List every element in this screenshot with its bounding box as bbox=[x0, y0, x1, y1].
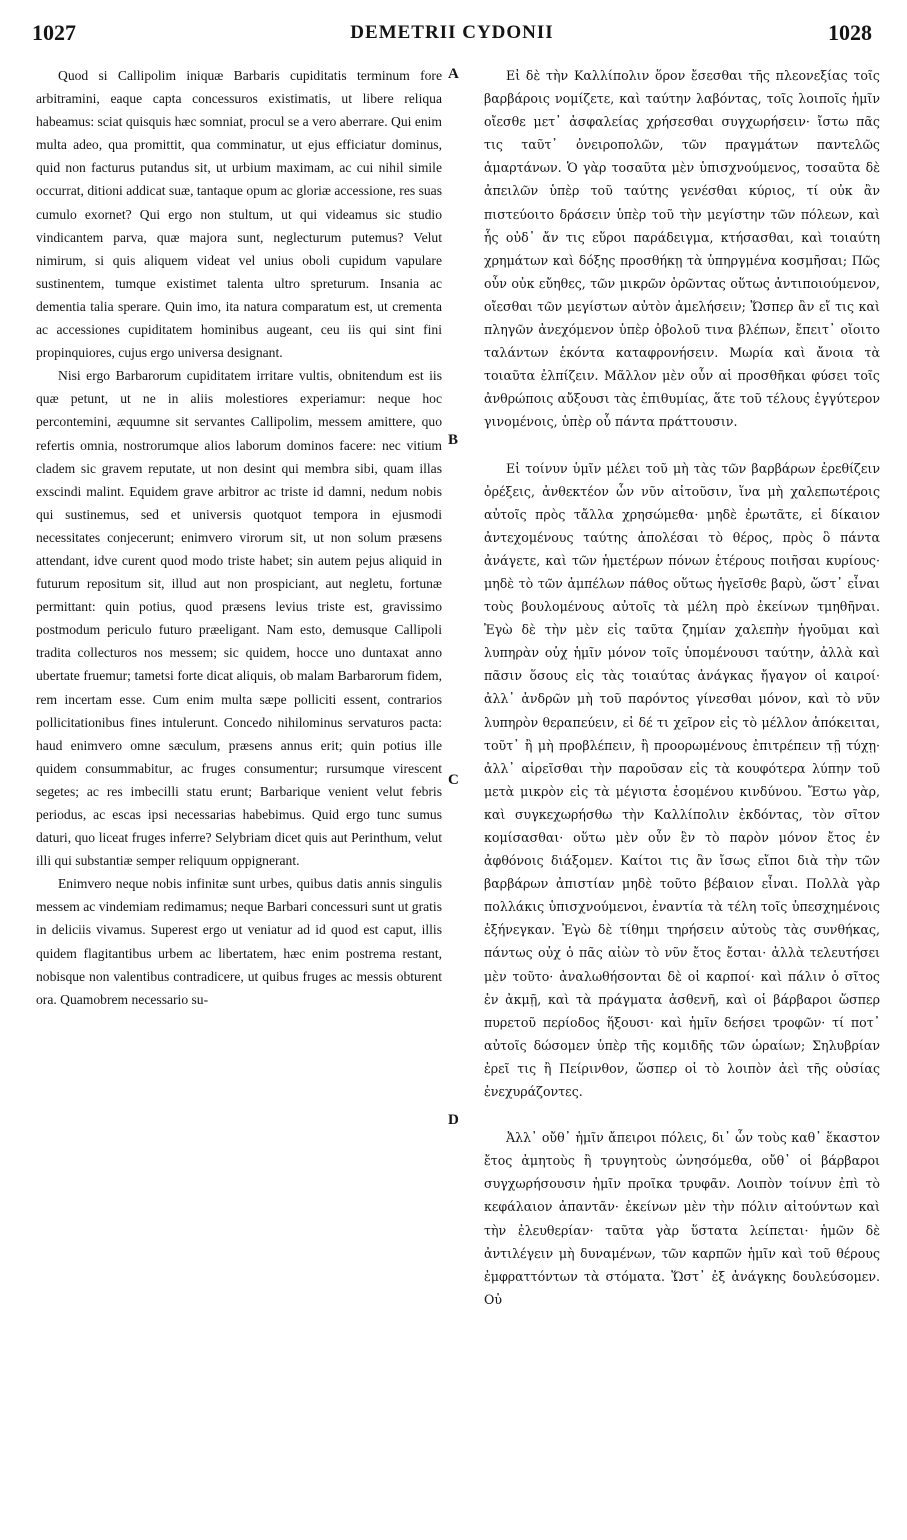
section-marker-b: B bbox=[448, 432, 459, 448]
running-header bbox=[32, 20, 872, 60]
page-number-right: 1028 bbox=[828, 20, 872, 45]
greek-paragraph-3: Ἀλλ᾽ οὔθ᾽ ἡμῖν ἄπειροι πόλεις, δι᾽ ὧν τοὺς καθ᾽ ἕκαστον ἔτος ἀμητοὺς ἢ τρυγητοὺς ὠνησόμεθα, οὔθ᾽ οἱ βάρβαροι συγχωρήσουσιν ἡμῖν προῖκα τρυφᾶν. Λοιπὸν τοίνυν ἐπὶ τὸ κεφάλαιον ἀπαντᾶν· ἐκείνων μὲν τὴν πόλιν αἰτούντων καὶ τὴν ἐλευθερίαν· ταῦτα γὰρ ὕστατα λείπεται· ἡμῶν δὲ ἀντιλέγειν μὴ δυναμένων, τῶν καρπῶν ἡμῖν καὶ τοῦ θέρους ἐμφραττόντων τὰ στόματα. Ὥστ᾽ ἐξ ἀνάγκης δουλεύσομεν. Οὐ bbox=[484, 1130, 880, 1307]
latin-paragraph-1: Quod si Callipolim iniquæ Barbaris cupiditatis terminum fore arbitramini, eaque capta concessuros existimatis, ut libere reliqua habeamus: sciat quisquis hæc somniat, procul se a vero aberrare. Qui enim multa adeo, qua promittit, qua comminatur, ut ejus efficiatur dominus, quid non facturus putandus sit, ut urbium maximam, ac cui nihil simile occurrat, ditioni addicat suæ, tantaque opum ac gloriæ accessione, res suas cumulo exornet? Qui ergo non stultum, ut qui videamus sic studio vindicantem parva, quæ majora sunt, neglecturum putemus? Velut nimirum, si quis aliquem videat vel unius oboli cupidum vapulare sustinentem, tumque existimet talenta ultro spreturum. Insania ac dementia talia sperare. Quin imo, ita natura comparatum est, ut crementa ac accessiones cupiditatem hominibus augeant, ceu iis qui sint fini propinquiores, cujus ergo universa designant. bbox=[36, 68, 442, 361]
page-number-left: 1027 bbox=[32, 20, 76, 45]
greek-paragraph-1: Εἰ δὲ τὴν Καλλίπολιν ὅρον ἔσεσθαι τῆς πλεονεξίας τοῖς βαρβάροις νομίζετε, καὶ ταύτην λαβόντας, τοῖς λοιποῖς ἡμῖν οἴεσθε μετ᾽ ἀσφαλείας χρήσεσθαι συγχωρήσειν· ἴστω πᾶς τις ταῦτ᾽ ὀνειροπολῶν, τῶν πραγμάτων παντελῶς ἁμαρτάνων. Ὁ γὰρ τοσαῦτα μὲν ὑπισχνούμενος, τοσαῦτα δὲ ἀπειλῶν ὑπὲρ τοῦ ταύτης γενέσθαι κύριος, τί οὐκ ἂν πιστεύοιτο δράσειν ὑπὲρ τοῦ τὴν μεγίστην τῶν πόλεων, καὶ ἧς οὐδ᾽ ἄν τις εὕροι παράδειγμα, κτήσασθαι, καὶ τοιαύτη χρημάτων καὶ δόξης προσθήκῃ τὰ ὑπηργμένα κοσμῆσαι; Πῶς οὖν οὐκ εὔηθες, τῶν μικρῶν ὁρῶντας οὕτως ἀντιποιούμενον, οἴεσθαι τῶν μεγίστων αὐτὸν ἀμελήσειν; Ὥσπερ ἂν εἴ τις καὶ πληγῶν ἀνεχόμενον ὑπὲρ ὀβολοῦ τινα βλέπων, ἔπειτ᾽ οἴοιτο ταλάντων ἑκόντα καταφρονήσειν. Μωρία καὶ ἄνοια τὰ τοιαῦτα ἐλπίζειν. Μᾶλλον μὲν οὖν αἱ προσθῆκαι φύσει τοῖς ἀνθρώποις αὔξουσι τὰς ἐπιθυμίας, ἅτε τοῦ τέλους ἐγγύτερον γινομένοις, ὑπὲρ οὗ πάντα πράττουσιν. bbox=[484, 68, 880, 430]
paragraph-gap bbox=[484, 434, 880, 457]
section-marker-d: D bbox=[448, 1112, 459, 1128]
latin-paragraph-3: Enimvero neque nobis infinitæ sunt urbes, quibus datis annis singulis messem ac vindemiam redimamus; neque Barbari concessuri sunt ut gratis in deliciis vivamus. Superest ergo ut veniatur ad id quod est caput, illis quidem flagitantibus urbem ac libertatem, hæc enim postrema restant, nobisque non valentibus contradicere, ut quibus fruges ac messis obturent ora. Quamobrem necessario su- bbox=[36, 876, 442, 1007]
section-marker-a: A bbox=[448, 66, 459, 82]
greek-column bbox=[484, 64, 880, 1311]
greek-paragraph-2: Εἰ τοίνυν ὑμῖν μέλει τοῦ μὴ τὰς τῶν βαρβάρων ἐρεθίζειν ὀρέξεις, ἀνθεκτέον ὧν νῦν αἰτοῦσιν, ἵνα μὴ χαλεπωτέροις αὐτοῖς πρὸς τἄλλα χρησώμεθα· μηδὲ ἐρωτᾶτε, εἰ δίκαιον ἀντεχομένους ταύτης ἀπολέσαι τὸ θέρος, πρὸς ὃ πάντα ἀνάγετε, καὶ τῶν ἡμετέρων πόνων ἑτέρους ποιῆσαι κυρίους· μηδὲ τὸ τῶν ἀμπέλων πάθος οὕτως ἡγεῖσθε βαρὺ, ὥστ᾽ εἶναι τοὺς βουλομένους αὐτοῖς τὰ μέλη πρὸ ἐκείνων τμηθῆναι. Ἐγὼ δὲ τὴν μὲν εἰς ταῦτα ζημίαν χαλεπὴν ἡγοῦμαι καὶ λυπηρὰν οὐχ ἡμῖν μόνον τοῖς ὑπομένουσι ταύτην, ἀλλὰ καὶ πᾶσιν ὅσους εἰς τὰς τοιαύτας ἀνάγκας ἤγαγον οἱ καιροί· ἀλλ᾽ ἀνδρῶν μὴ τοῦ παρόντος γίνεσθαι μόνον, καὶ τὸ νῦν λυπηρὸν θεραπεύειν, εἰ δέ τι χεῖρον εἰς τὸ μέλλον ἀπόκειται, τοῦτ᾽ ἢ μὴ προβλέπειν, ἢ προορωμένους ἐπιτρέπειν τῇ τύχῃ· ἀλλ᾽ αἱρεῖσθαι τὴν παροῦσαν εἰς τὰ κουφότερα λύπην τοῦ μετὰ μικρὸν εἰς τὰ μέγιστα ἐσομένου κινδύνου. Ἔστω γὰρ, καὶ συγκεχωρήσθω τὴν Καλλίπολιν ἐκδόντας, τὸν σῖτον κομίσασθαι· οὕτω μὲν οὖν ἓν τὸ παρὸν μόνον ἔτος ἐν ἀφθόνοις διάξομεν. Καίτοι τις ἂν ἴσως εἴποι διὰ τὴν τῶν βαρβάρων ἀπιστίαν μηδὲ τοῦτο βέβαιον εἶναι. Πολλὰ γὰρ πολλάκις ὑπισχνούμενοι, ἐναντία τὰ τέλη τοῖς ὑπεσχημένοις ἐξήνεγκαν. Ἐγὼ δὲ τίθημι τηρήσειν αὐτοὺς τὰς συνθήκας, πάντως οὐχ ὁ πᾶς αἰὼν τὸ νῦν ἔτος ἔσται· ἀλλὰ τελευτήσει μὲν τοῦτο· ἀναλωθήσονται δὲ οἱ καρποί· καὶ πάλιν ὁ σῖτος ἐν ἀκμῇ, καὶ τὰ πράγματα ἀσθενῆ, καὶ οἱ βάρβαροι ὥσπερ πυρετοῦ περίοδος ἥξουσι· καὶ ἡμῖν δεήσει τροφῶν· τί ποτ᾽ αὐτοῖς δώσομεν ὑπὲρ τῆς κομιδῆς τῶν ὡραίων; Σηλυβρίαν ἐρεῖ τις ἢ Πείρινθον, ὥσπερ οἱ τὸ λοιπὸν ἀεὶ τῆς οὐσίας ἐνεχυράζοντες. bbox=[484, 460, 880, 1100]
running-title: DEMETRII CYDONII bbox=[350, 22, 554, 43]
latin-paragraph-2: Nisi ergo Barbarorum cupiditatem irritare vultis, obnitendum est iis quæ petunt, ut ne in aliis molestiores experiamur: neque hoc percontemini, æquumne sit servantes Callipolim, messem amittere, quo refertis omnia, nostrorumque alios laborum dominos facere: nec vitium cladem sic gravem reputate, ut non desint qui membra sibi, quam illas exscindi malint. Equidem grave arbitror ac triste id damni, nedum nobis qui sustinemus, sed et universis quotquot tempora in ejusmodi necessitates conjecerunt; enimvero virorum sit, ut non solum præsens attendant, idve curent quod modo triste habet; sin autem pejus aliquid in futurum repositum sit, illud aut non prospiciant, aut negletu, fortunæ permittant: quin potius, quod præsens levius triste est, gravissimo postmodum periculo futuro præeligant. Nam esto, demusque Callipoli tradita collecturos nos messem; sic quidem, hocce uno duntaxat anno ubertate fruemur; tametsi forte dicat aliquis, ob malam Barbarorum fidem, rem incertam esse. Cum enim multa sæpe polliciti essent, contrarios pollicitationibus fines intulerunt. Concedo nihilominus servaturos pacta: haud enimvero omne sæculum, præsens annus erit; quin potius ille quidem consummabitur, ac fruges consumentur; rursumque virescent segetes; ac res imbecilli statu erunt; Barbarique venient velut febris periodus, ac escas ipsi necessarias habebimus. Quid ergo tunc sumus daturi, quo liceat fruges inferre? Selybriam dicet quis aut Perinthum, velut illi qui substantiæ semper reliquum oppignerant. bbox=[36, 368, 442, 869]
section-marker-c: C bbox=[448, 772, 459, 788]
latin-column bbox=[36, 64, 442, 1011]
paragraph-gap bbox=[484, 1103, 880, 1126]
